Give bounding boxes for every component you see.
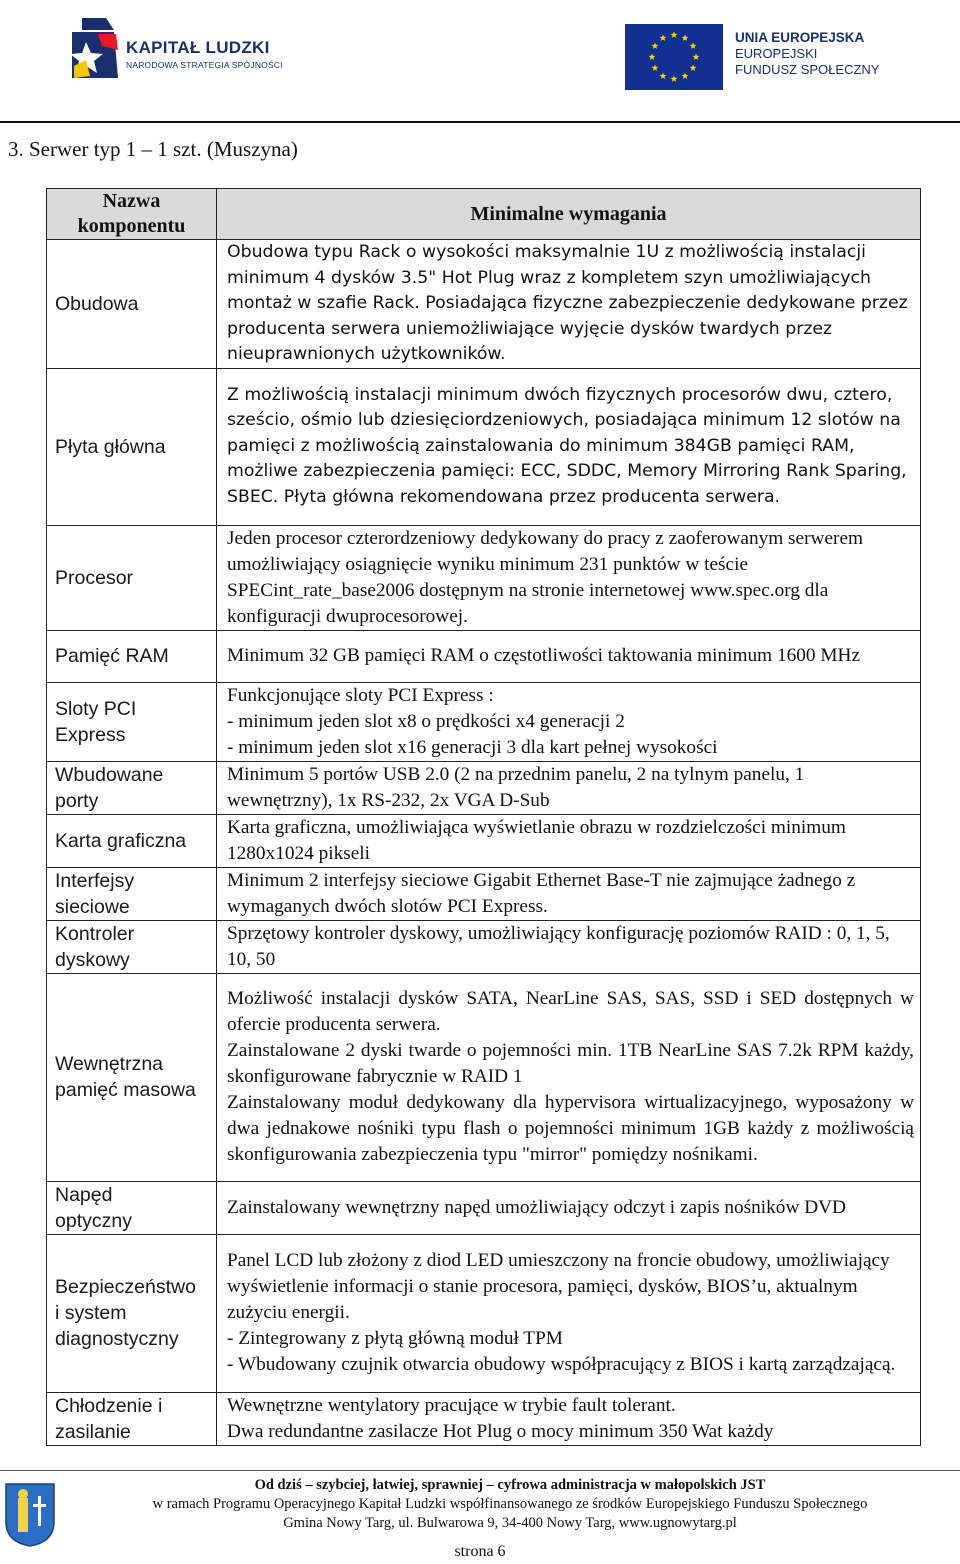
- requirement-paragraph: Zainstalowany wewnętrzny napęd umożliwiający odczyt i zapis nośników DVD: [227, 1196, 846, 1218]
- kapital-ludzki-subtitle: NARODOWA STRATEGIA SPÓJNOŚCI: [126, 60, 283, 70]
- component-name: [47, 368, 217, 525]
- component-name: [47, 1234, 217, 1392]
- requirement-text: [217, 1392, 921, 1445]
- eu-title: UNIA EUROPEJSKA: [735, 30, 865, 45]
- requirement-paragraph: Minimum 32 GB pamięci RAM o częstotliwości taktowania minimum 1600 MHz: [227, 645, 860, 666]
- requirement-text: [217, 682, 921, 761]
- component-name: [47, 920, 217, 973]
- table-row: [47, 630, 921, 682]
- component-name: [47, 973, 217, 1181]
- requirement-paragraph: - Wbudowany czujnik otwarcia obudowy współpracujący z BIOS i kartą zarządzającą.: [227, 1354, 896, 1375]
- requirement-paragraph: - minimum jeden slot x8 o prędkości x4 generacji 2: [227, 710, 625, 732]
- requirement-paragraph: Jeden procesor czterordzeniowy dedykowany do pracy z zaoferowanym serwerem umożliwiający osiągnięcie wyniku minimum 231 punktów w teście SPECint_rate_base2006 dostępnym na stronie internetowej www.spec.org dla konfiguracji dwuprocesorowej.: [227, 527, 863, 627]
- requirement-paragraph: Minimum 2 interfejsy sieciowe Gigabit Ethernet Base-T nie zajmujące żadnego z wymaganych dwóch slotów PCI Express.: [227, 869, 856, 917]
- requirement-paragraph: Obudowa typu Rack o wysokości maksymalnie 1U z możliwością instalacji minimum 4 dysków 3.5" Hot Plug wraz z kompletem szyn umożliwiających montaż w szafie Rack. Posiadająca fizyczne zabezpieczenie dedykowane przez producenta serwera uniemożliwiające wyjęcie dysków twardych przez nieuprawnionych użytkowników.: [227, 242, 908, 364]
- component-name-line: diagnostyczny: [55, 1328, 179, 1350]
- table-row: [47, 1181, 921, 1234]
- requirement-paragraph: Minimum 5 portów USB 2.0 (2 na przednim panelu, 2 na tylnym panelu, 1 wewnętrzny), 1x RS-232, 2x VGA D-Sub: [227, 763, 805, 811]
- eu-fund-line1: EUROPEJSKI: [735, 46, 818, 61]
- component-name: [47, 814, 217, 867]
- footer-address: Gmina Nowy Targ, ul. Bulwarowa 9, 34-400 Nowy Targ, www.ugnowytarg.pl: [283, 1515, 737, 1531]
- component-name: [47, 1181, 217, 1234]
- component-name-line: i system: [55, 1302, 127, 1324]
- component-name-line: sieciowe: [55, 895, 130, 918]
- requirement-paragraph: - Zintegrowany z płytą główną moduł TPM: [227, 1328, 563, 1349]
- table-row: [47, 240, 921, 369]
- component-name-line: Sloty PCI: [55, 697, 137, 720]
- eu-fund-line2: FUNDUSZ SPOŁECZNY: [735, 62, 880, 77]
- header-divider: [0, 121, 960, 123]
- table-row: [47, 814, 921, 867]
- requirement-paragraph: - minimum jeden slot x16 generacji 3 dla kart pełnej wysokości: [227, 736, 718, 758]
- component-name-line: zasilanie: [55, 1420, 131, 1443]
- requirement-text: [217, 1181, 921, 1234]
- component-name-line: Chłodzenie i: [55, 1394, 163, 1417]
- table-row: [47, 1392, 921, 1445]
- eu-flag-icon: [625, 24, 723, 90]
- requirement-text: [217, 761, 921, 814]
- page-number: strona 6: [454, 1543, 506, 1560]
- component-name-line: Express: [55, 723, 126, 746]
- section-title: 3. Serwer typ 1 – 1 szt. (Muszyna): [8, 137, 298, 161]
- requirement-paragraph: Możliwość instalacji dysków SATA, NearLine SAS, SAS, SSD i SED dostępnych w ofercie producenta serwera.: [227, 988, 914, 1035]
- requirement-text: [217, 1234, 921, 1392]
- component-name-line: pamięć masowa: [55, 1079, 196, 1101]
- footer-program: w ramach Programu Operacyjnego Kapitał Ludzki współfinansowanego ze środków Europejskiego Funduszu Społecznego: [152, 1496, 868, 1512]
- component-name-line: dyskowy: [55, 948, 130, 971]
- requirements-table: [46, 188, 921, 1446]
- requirement-text: [217, 240, 921, 369]
- page-header: [0, 0, 960, 120]
- table-row: [47, 920, 921, 973]
- requirement-text: [217, 630, 921, 682]
- footer-divider: [0, 1470, 960, 1471]
- component-name-line: Obudowa: [55, 292, 139, 315]
- component-name-line: Bezpieczeństwo: [55, 1276, 196, 1298]
- component-name: [47, 761, 217, 814]
- table-row: [47, 867, 921, 920]
- requirement-paragraph: Funkcjonujące sloty PCI Express :: [227, 684, 494, 706]
- component-name-line: Pamięć RAM: [55, 645, 169, 667]
- component-name-line: Karta graficzna: [55, 829, 187, 852]
- requirement-paragraph: Zainstalowany moduł dedykowany dla hypervisora wirtualizacyjnego, wyposażony w dwa jednakowe nośniki typu flash o pojemności minimum 1GB każdy z możliwością skonfigurowania zabezpieczenia typu "mirror" pomiędzy nośnikami.: [227, 1092, 914, 1165]
- component-name: [47, 1392, 217, 1445]
- component-name: [47, 630, 217, 682]
- component-name-line: Kontroler: [55, 922, 135, 945]
- table-row: [47, 973, 921, 1181]
- table-row: [47, 1234, 921, 1392]
- table-row: [47, 368, 921, 525]
- requirement-paragraph: Wewnętrzne wentylatory pracujące w trybie fault tolerant.: [227, 1394, 676, 1416]
- footer-tagline: Od dziś – szybciej, łatwiej, sprawniej – cyfrowa administracja w małopolskich JST: [254, 1477, 766, 1493]
- requirement-paragraph: Panel LCD lub złożony z diod LED umieszczony na froncie obudowy, umożliwiający wyświetlenie informacji o stanie procesora, pamięci, dysków, BIOS’u, aktualnym zużyciu energii.: [227, 1250, 890, 1323]
- table-row: [47, 525, 921, 630]
- table-header-row: [47, 189, 921, 240]
- component-name-line: Wbudowane: [55, 763, 164, 786]
- kapital-ludzki-logo: [68, 16, 298, 86]
- requirement-paragraph: Z możliwością instalacji minimum dwóch fizycznych procesorów dwu, cztero, sześcio, ośmio lub dziesięciordzeniowych, posiadająca minimum 12 slotów na pamięci z możliwością zainstalowania do minimum 384GB pamięci RAM, możliwe zabezpieczenia pamięci: ECC, SDDC, Memory Mirroring Rank Sparing, SBEC. Płyta główna rekomendowana przez producenta serwera.: [227, 384, 907, 507]
- column-header-requirements: Minimalne wymagania: [217, 189, 921, 240]
- table-row: [47, 682, 921, 761]
- requirement-paragraph: Karta graficzna, umożliwiająca wyświetlanie obrazu w rozdzielczości minimum 1280x1024 pikseli: [227, 816, 846, 864]
- eu-logo: [625, 24, 915, 90]
- component-name-line: Interfejsy: [55, 869, 135, 892]
- component-name: [47, 525, 217, 630]
- requirement-text: [217, 973, 921, 1181]
- column-header-component: Nazwa komponentu: [47, 189, 217, 240]
- kapital-ludzki-title: KAPITAŁ LUDZKI: [126, 38, 270, 57]
- component-name: [47, 682, 217, 761]
- component-name-line: Wewnętrzna: [55, 1053, 164, 1075]
- requirement-paragraph: Zainstalowane 2 dyski twarde o pojemności min. 1TB NearLine SAS 7.2k RPM każdy, skonfigurowane fabrycznie w RAID 1: [227, 1040, 914, 1087]
- requirement-paragraph: Dwa redundantne zasilacze Hot Plug o mocy minimum 350 Wat każdy: [227, 1420, 774, 1442]
- component-name: [47, 240, 217, 369]
- requirement-text: [217, 920, 921, 973]
- kapital-ludzki-star-icon: [68, 16, 120, 80]
- component-name-line: Napęd: [55, 1183, 113, 1206]
- component-name-line: Płyta główna: [55, 435, 166, 458]
- component-name-line: porty: [55, 789, 99, 812]
- requirement-text: [217, 867, 921, 920]
- component-name-line: optyczny: [55, 1209, 132, 1232]
- component-name-line: Procesor: [55, 566, 134, 589]
- component-name: [47, 867, 217, 920]
- requirement-text: [217, 814, 921, 867]
- gmina-crest-icon: [4, 1482, 56, 1548]
- requirement-text: [217, 525, 921, 630]
- table-row: [47, 761, 921, 814]
- requirement-paragraph: Sprzętowy kontroler dyskowy, umożliwiający konfigurację poziomów RAID : 0, 1, 5, 10, 50: [227, 922, 890, 970]
- requirement-text: [217, 368, 921, 525]
